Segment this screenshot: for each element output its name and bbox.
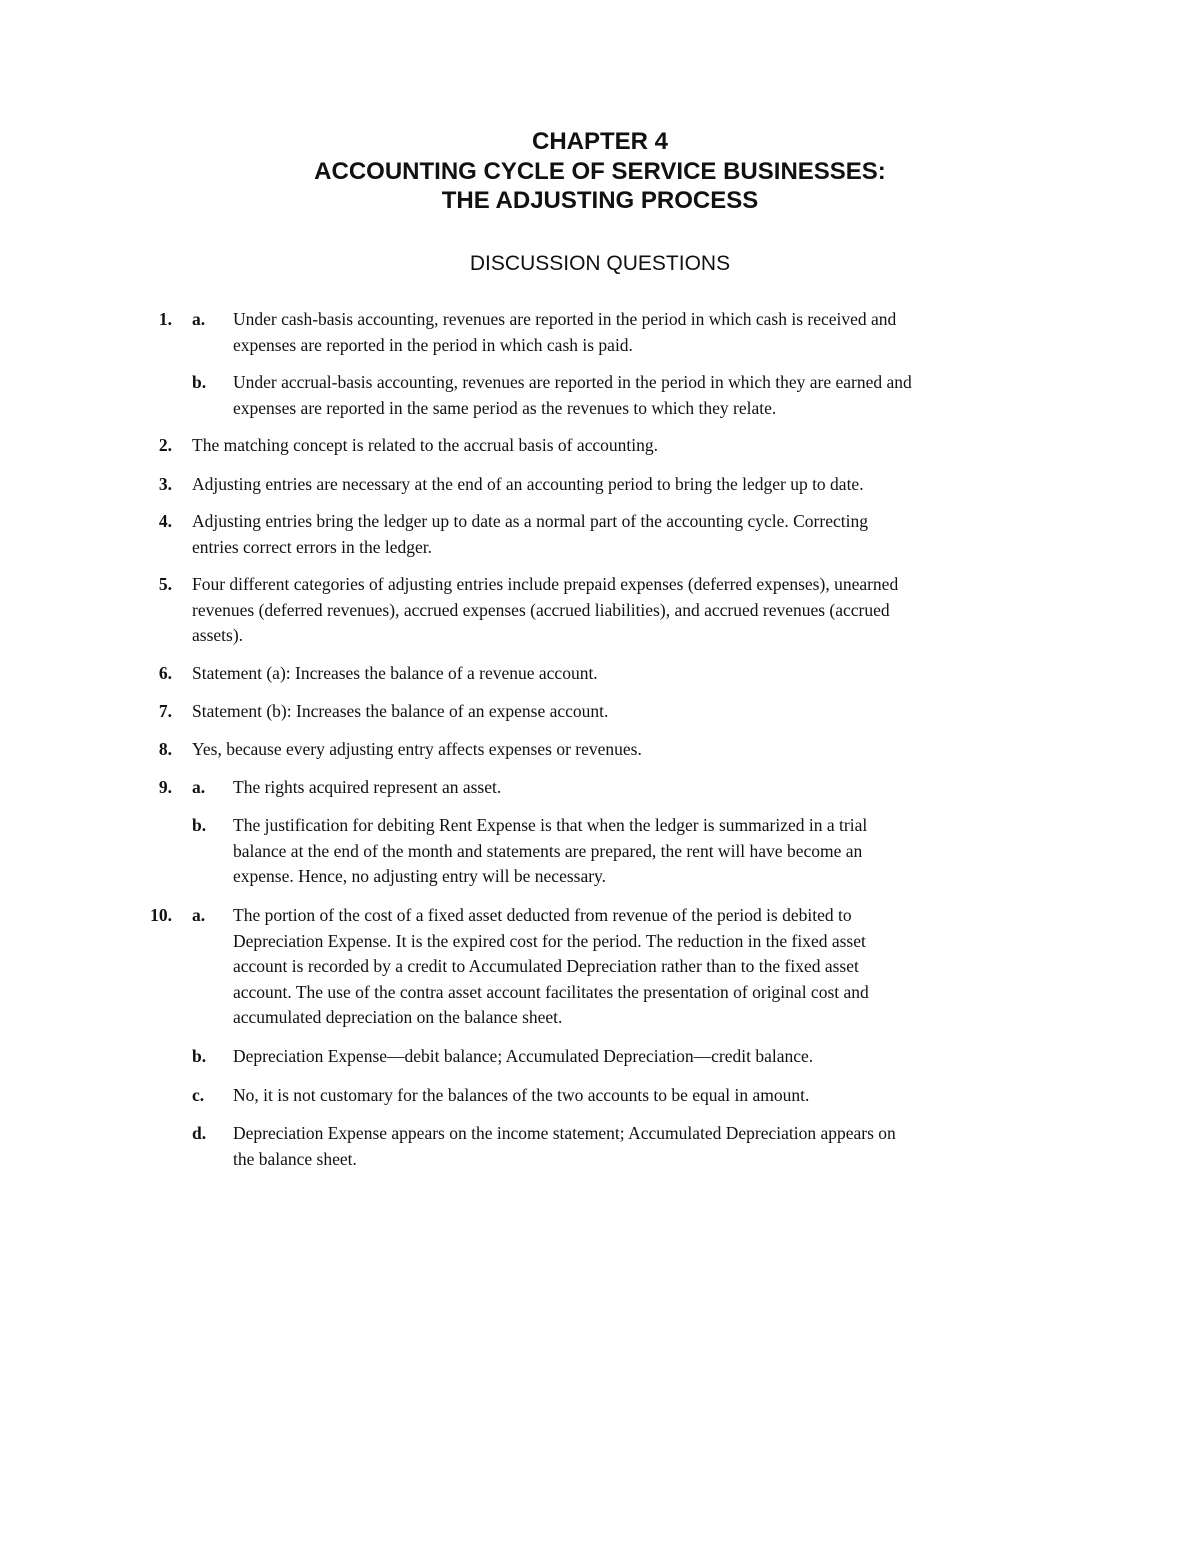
question-number: 4. bbox=[158, 511, 172, 531]
section-heading: DISCUSSION QUESTIONS bbox=[469, 252, 731, 275]
answer-line: accumulated depreciation on the balance sheet. bbox=[233, 1007, 563, 1027]
question-number: 8. bbox=[158, 739, 172, 759]
question-number: 1. bbox=[158, 309, 172, 329]
answer-line: revenues (deferred revenues), accrued expenses (accrued liabilities), and accrued revenues (accrued bbox=[192, 599, 890, 620]
answer-text bbox=[192, 433, 658, 459]
answer-line: Four different categories of adjusting entries include prepaid expenses (deferred expenses), unearned bbox=[192, 574, 899, 594]
part-letter: b. bbox=[192, 1046, 207, 1066]
answer-line: expense. Hence, no adjusting entry will be necessary. bbox=[233, 866, 607, 886]
answer-line: The justification for debiting Rent Expense is that when the ledger is summarized in a trial bbox=[233, 815, 868, 835]
answer-text bbox=[192, 572, 898, 649]
answer-line: account. The use of the contra asset account facilitates the presentation of original cost and bbox=[233, 981, 869, 1002]
answer-line: Under cash-basis accounting, revenues are reported in the period in which cash is received and bbox=[233, 309, 897, 329]
answer-text bbox=[233, 1083, 809, 1109]
answer-text bbox=[192, 737, 642, 763]
part-letter: b. bbox=[192, 815, 207, 835]
answer-line: Adjusting entries bring the ledger up to date as a normal part of the accounting cycle. Correcting bbox=[192, 511, 868, 531]
answer-line: account is recorded by a credit to Accumulated Depreciation rather than to the fixed asset bbox=[233, 956, 859, 976]
answer-text bbox=[192, 699, 608, 725]
answer-line: the balance sheet. bbox=[233, 1148, 357, 1169]
answer-text bbox=[233, 370, 912, 421]
answer-line: The matching concept is related to the accrual basis of accounting. bbox=[192, 435, 658, 455]
answer-line: Statement (a): Increases the balance of a revenue account. bbox=[192, 663, 598, 683]
answer-line: balance at the end of the month and statements are prepared, the rent will have become an bbox=[233, 840, 863, 861]
part-letter: a. bbox=[192, 905, 206, 925]
chapter-title-line2: THE ADJUSTING PROCESS bbox=[441, 187, 759, 214]
part-letter: a. bbox=[192, 309, 206, 329]
answer-line: Depreciation Expense—debit balance; Accumulated Depreciation—credit balance. bbox=[233, 1046, 814, 1066]
answer-line: Depreciation Expense appears on the income statement; Accumulated Depreciation appears on bbox=[233, 1123, 896, 1143]
answer-text bbox=[233, 775, 501, 801]
chapter-heading: CHAPTER 4 bbox=[531, 128, 669, 155]
question-number: 5. bbox=[158, 574, 172, 594]
answer-line: The rights acquired represent an asset. bbox=[233, 777, 502, 797]
answer-line: The portion of the cost of a fixed asset deducted from revenue of the period is debited to bbox=[233, 905, 852, 925]
answer-line: assets). bbox=[192, 625, 244, 645]
answer-line: expenses are reported in the same period as the revenues to which they relate. bbox=[233, 397, 777, 418]
part-letter: b. bbox=[192, 372, 207, 392]
part-letter: a. bbox=[192, 777, 206, 797]
question-number: 10. bbox=[150, 905, 172, 925]
answer-text bbox=[233, 307, 896, 358]
answer-text bbox=[233, 1121, 896, 1172]
answer-text bbox=[192, 472, 864, 498]
answer-text bbox=[233, 813, 867, 890]
answer-line: Depreciation Expense. It is the expired cost for the period. The reduction in the fixed asset bbox=[233, 930, 866, 951]
question-number: 7. bbox=[158, 701, 172, 721]
question-number: 2. bbox=[158, 435, 172, 455]
answer-line: Under accrual-basis accounting, revenues are reported in the period in which they are earned and bbox=[233, 372, 912, 392]
answer-line: Adjusting entries are necessary at the end of an accounting period to bring the ledger up to date. bbox=[192, 474, 864, 494]
question-number: 3. bbox=[158, 474, 172, 494]
answer-line: entries correct errors in the ledger. bbox=[192, 536, 433, 557]
answer-line: No, it is not customary for the balances of the two accounts to be equal in amount. bbox=[233, 1085, 810, 1105]
chapter-title-line1: ACCOUNTING CYCLE OF SERVICE BUSINESSES: bbox=[314, 158, 886, 185]
answer-text bbox=[233, 903, 869, 1031]
answer-line: Yes, because every adjusting entry affects expenses or revenues. bbox=[192, 739, 642, 759]
answer-line: expenses are reported in the period in which cash is paid. bbox=[233, 334, 633, 355]
part-letter: c. bbox=[192, 1085, 205, 1105]
answer-text bbox=[192, 509, 868, 560]
answer-line: Statement (b): Increases the balance of an expense account. bbox=[192, 701, 609, 721]
part-letter: d. bbox=[192, 1123, 207, 1143]
answer-text bbox=[192, 661, 598, 687]
answer-text bbox=[233, 1044, 813, 1070]
question-number: 9. bbox=[158, 777, 172, 797]
question-number: 6. bbox=[158, 663, 172, 683]
